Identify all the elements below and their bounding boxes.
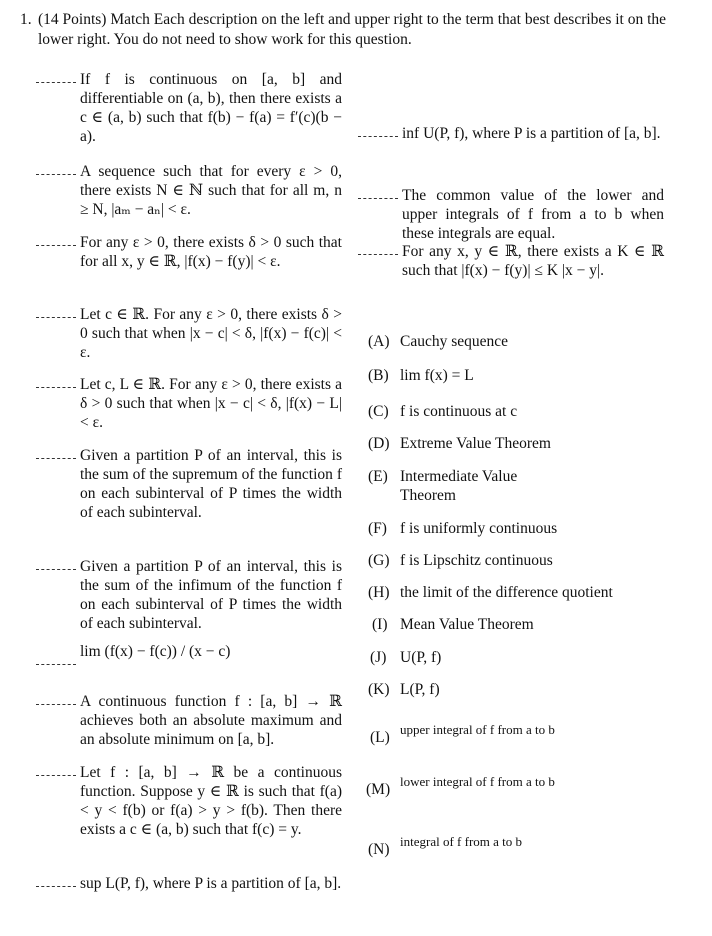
answer-label: (M)	[366, 781, 391, 798]
answer-term: f is uniformly continuous	[400, 520, 558, 537]
description-text: Given a partition P of an interval, this is the sum of the infimum of the function f on each subinterval of P times the width of each subinterval.	[80, 558, 342, 632]
description-text: Let f : [a, b] → ℝ be a continuous function. Suppose y ∈ ℝ is such that f(a) < y < f(b) or f(a) > y > f(b). Then there exists a c ∈ (a, b) such that f(c) = y.	[80, 764, 342, 838]
description-text: Given a partition P of an interval, this is the sum of the supremum of the function f on each subinterval of P times the width of each subinterval.	[80, 447, 342, 521]
description-text: inf U(P, f), where P is a partition of [a, b].	[402, 125, 661, 142]
answer-label: (B)	[368, 367, 389, 384]
answer-label: (L)	[370, 729, 390, 746]
definite-integral-term: integral of f from a to b	[400, 834, 523, 849]
answer-term: L(P, f)	[400, 681, 440, 698]
answer-label: (I)	[372, 616, 388, 633]
question-number: 1.	[20, 11, 32, 28]
answer-label: (E)	[368, 468, 388, 485]
description-text: If f is continuous on [a, b] and differentiable on (a, b), then there exists a c ∈ (a, b) such that f(b) − f(a) = f′(c)(b − a).	[80, 71, 342, 145]
answer-label: (N)	[368, 841, 390, 858]
answer-term: Intermediate Value Theorem	[400, 468, 518, 504]
answer-label: (J)	[370, 649, 387, 666]
upper-integral-term: upper integral of f from a to b	[400, 722, 555, 737]
answer-label: (C)	[368, 403, 389, 420]
answer-label: (H)	[368, 584, 390, 601]
question-instructions: (14 Points) Match Each description on the left and upper right to the term that best describes it on the lower right. You do not need to show work for this question.	[38, 11, 667, 48]
lower-integral-term: lower integral of f from a to b	[400, 774, 555, 789]
answer-label: (A)	[368, 333, 390, 350]
answer-label: (D)	[368, 435, 390, 452]
description-text: For any x, y ∈ ℝ, there exists a K ∈ ℝ such that |f(x) − f(y)| ≤ K |x − y|.	[402, 243, 664, 279]
answer-term: Cauchy sequence	[400, 333, 509, 350]
description-text: Let c ∈ ℝ. For any ε > 0, there exists δ > 0 such that when |x − c| < δ, |f(x) − f(c)| < ε.	[80, 306, 342, 361]
description-text: The common value of the lower and upper integrals of f from a to b when these integrals are equal.	[402, 187, 664, 242]
answer-term: f is continuous at c	[400, 403, 518, 420]
answer-term: Extreme Value Theorem	[400, 435, 551, 452]
description-text: A continuous function f : [a, b] → ℝ achieves both an absolute maximum and an absolute minimum on [a, b].	[80, 693, 342, 748]
description-text: sup L(P, f), where P is a partition of [a, b].	[80, 875, 342, 892]
answer-term: U(P, f)	[400, 649, 442, 666]
description-text: Let c, L ∈ ℝ. For any ε > 0, there exists a δ > 0 such that when |x − c| < δ, |f(x) − L| < ε.	[80, 376, 342, 431]
answer-term: Mean Value Theorem	[400, 616, 534, 633]
answer-term: the limit of the difference quotient	[400, 584, 613, 601]
description-text: For any ε > 0, there exists δ > 0 such that for all x, y ∈ ℝ, |f(x) − f(y)| < ε.	[80, 234, 342, 270]
answer-term: f is Lipschitz continuous	[400, 552, 553, 569]
description-text: A sequence such that for every ε > 0, there exists N ∈ ℕ such that for all m, n ≥ N, |aₘ − aₙ| < ε.	[80, 163, 342, 218]
answer-label: (G)	[368, 552, 390, 569]
answer-label: (F)	[368, 520, 387, 537]
difference-quotient-limit: lim (f(x) − f(c)) / (x − c)	[80, 643, 231, 660]
answer-term: lim f(x) = L	[400, 367, 474, 384]
answer-label: (K)	[368, 681, 390, 698]
